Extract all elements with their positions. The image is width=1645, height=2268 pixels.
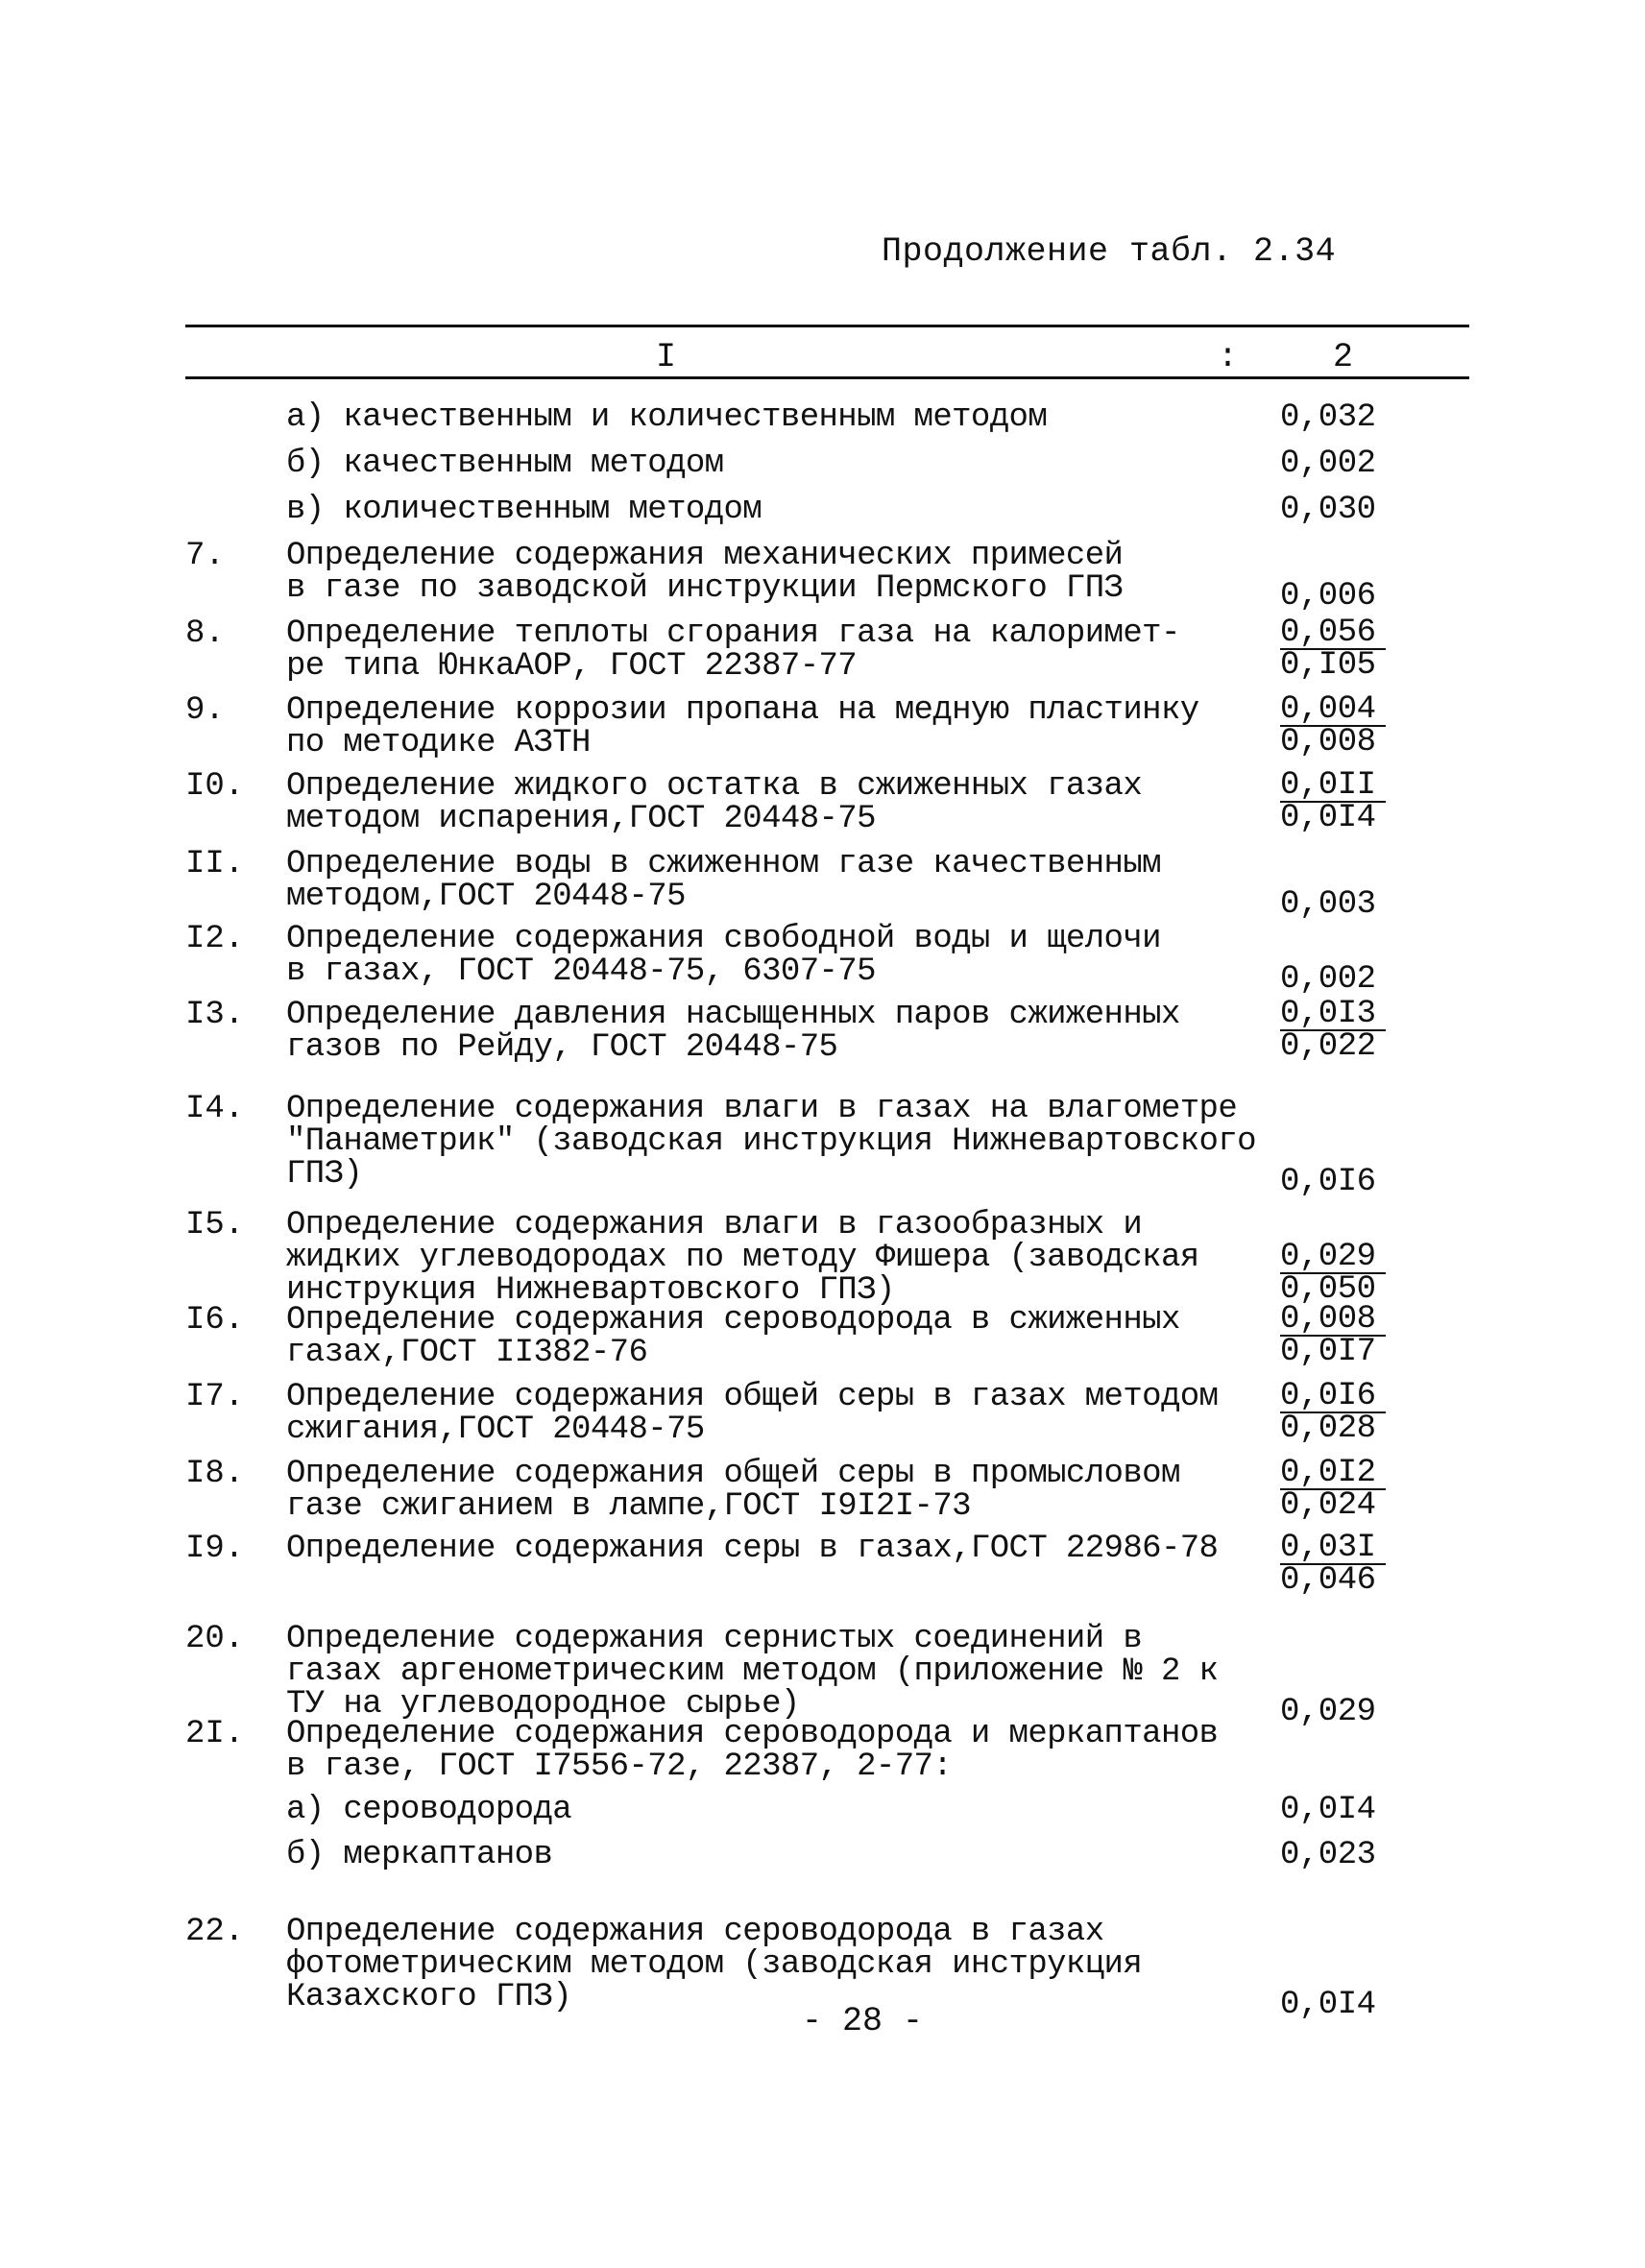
row-number: I5. [185, 1207, 245, 1243]
row-value: 0,002 [1280, 446, 1376, 482]
column-1-label: I [656, 338, 677, 376]
column-2-label: 2 [1333, 338, 1354, 376]
value-denominator: 0,I05 [1280, 647, 1376, 684]
value-numerator: 0,008 [1280, 1304, 1386, 1337]
row-description: б) меркаптанов [286, 1837, 553, 1873]
row-description: а) сероводорода [286, 1792, 572, 1828]
value-numerator: 0,03I [1280, 1532, 1386, 1565]
row-description: Определение содержания механических примесей в газе по заводской инструкции Пермского ГПЗ [286, 538, 1124, 607]
table-row [0, 1532, 1645, 1623]
table-row [0, 996, 1645, 1093]
value-numerator: 0,0II [1280, 770, 1386, 803]
column-separator: : [1218, 338, 1239, 376]
row-description: б) качественным методом [286, 446, 724, 482]
value-denominator: 0,0I4 [1280, 800, 1376, 836]
table-row [0, 1301, 1645, 1381]
table-row [0, 848, 1645, 923]
table-row [0, 691, 1645, 770]
row-number: I3. [185, 997, 245, 1033]
row-number: 22. [185, 1914, 245, 1950]
table-row [0, 1093, 1645, 1209]
row-value-fraction [1280, 996, 1386, 1065]
row-description: в) количественным методом [286, 492, 762, 528]
row-number: 20. [185, 1621, 245, 1657]
row-value: 0,0I4 [1280, 1987, 1376, 2023]
table-row [0, 617, 1645, 694]
row-description: Определение содержания сероводорода и меркаптанов в газе, ГОСТ I7556-72, 22387, 2-77: [286, 1716, 1219, 1785]
table-row [0, 1455, 1645, 1532]
table-top-rule [185, 325, 1469, 327]
row-description: Определение содержания сероводорода в сжиженных газах,ГОСТ II382-76 [286, 1302, 1180, 1371]
row-value: 0,002 [1280, 961, 1376, 998]
table-row [0, 1839, 1645, 1916]
row-number: I0. [185, 768, 245, 805]
table-row [0, 540, 1645, 617]
row-value: 0,030 [1280, 492, 1376, 528]
value-denominator: 0,028 [1280, 1411, 1376, 1447]
table-column-header [185, 338, 1469, 376]
row-value: 0,003 [1280, 886, 1376, 923]
value-numerator: 0,0I3 [1280, 999, 1386, 1031]
row-description: Определение содержания свободной воды и щелочи в газах, ГОСТ 20448-75, 6307-75 [286, 921, 1161, 990]
row-number: I7. [185, 1379, 245, 1415]
value-denominator: 0,050 [1280, 1271, 1376, 1308]
row-value-fraction [1280, 1455, 1386, 1524]
row-number: I8. [185, 1456, 245, 1492]
row-value: 0,023 [1280, 1837, 1376, 1873]
value-denominator: 0,046 [1280, 1562, 1376, 1599]
row-value: 0,032 [1280, 399, 1376, 436]
value-denominator: 0,022 [1280, 1028, 1376, 1065]
table-header-rule [185, 376, 1469, 379]
row-description: Определение содержания сероводорода в газах фотометрическим методом (заводская инструкция Казахского ГПЗ) [286, 1914, 1143, 2015]
table-row [0, 1621, 1645, 1730]
row-number: 9. [185, 692, 225, 729]
table-row [0, 1378, 1645, 1458]
row-value-fraction [1280, 691, 1386, 760]
table-row [0, 494, 1645, 540]
row-description: Определение содержания влаги в газообразных и жидких углеводородах по методу Фишера (заводская инструкция Нижневартовского ГПЗ) [286, 1207, 1199, 1309]
table-row [0, 1718, 1645, 1794]
row-description: Определение давления насыщенных паров сжиженных газов по Рейду, ГОСТ 20448-75 [286, 997, 1180, 1066]
row-number: 8. [185, 615, 225, 652]
row-value-fraction [1280, 1239, 1386, 1308]
table-row [0, 923, 1645, 999]
value-numerator: 0,029 [1280, 1242, 1386, 1274]
row-value: 0,029 [1280, 1694, 1376, 1730]
value-numerator: 0,056 [1280, 617, 1386, 650]
row-value: 0,006 [1280, 578, 1376, 615]
table-row [0, 401, 1645, 447]
row-number: 7. [185, 538, 225, 574]
value-numerator: 0,0I2 [1280, 1458, 1386, 1490]
row-number: I4. [185, 1091, 245, 1127]
row-value: 0,0I6 [1280, 1164, 1376, 1200]
table-row [0, 1207, 1645, 1309]
value-numerator: 0,0I6 [1280, 1381, 1386, 1413]
row-description: Определение содержания сернистых соединений в газах аргенометрическим методом (приложение № 2 к ТУ на углеводородное сырье) [286, 1621, 1219, 1723]
value-denominator: 0,024 [1280, 1487, 1376, 1524]
row-description: Определение жидкого остатка в сжиженных газах методом испарения,ГОСТ 20448-75 [286, 768, 1143, 837]
row-value: 0,0I4 [1280, 1792, 1376, 1828]
row-value-fraction [1280, 767, 1386, 836]
page-heading: Продолжение табл. 2.34 [882, 232, 1337, 271]
row-value-fraction [1280, 1378, 1386, 1447]
row-description: Определение содержания влаги в газах на влагометре "Панаметрик" (заводская инструкция Нижневартовского ГПЗ) [286, 1091, 1256, 1193]
row-description: Определение воды в сжиженном газе качественным методом,ГОСТ 20448-75 [286, 846, 1161, 915]
row-description: Определение содержания серы в газах,ГОСТ 22986-78 [286, 1531, 1219, 1567]
value-denominator: 0,0I7 [1280, 1334, 1376, 1370]
row-description: а) качественным и количественным методом [286, 399, 1048, 436]
value-denominator: 0,008 [1280, 724, 1376, 760]
row-number: 2I. [185, 1716, 245, 1752]
table-row [0, 1794, 1645, 1839]
row-value-fraction [1280, 1530, 1386, 1599]
row-description: Определение содержания общей серы в промысловом газе сжиганием в лампе,ГОСТ I9I2I-73 [286, 1456, 1180, 1525]
value-numerator: 0,004 [1280, 694, 1386, 727]
row-description: Определение теплоты сгорания газа на калоримет- ре типа ЮнкаАОР, ГОСТ 22387-77 [286, 615, 1180, 685]
row-number: II. [185, 846, 245, 882]
row-value-fraction [1280, 615, 1386, 684]
page-number: - 28 - [802, 2002, 924, 2040]
row-number: I6. [185, 1302, 245, 1339]
row-number: I9. [185, 1531, 245, 1567]
table-row [0, 447, 1645, 494]
table-row [0, 767, 1645, 848]
row-number: I2. [185, 921, 245, 957]
row-value-fraction [1280, 1301, 1386, 1370]
table-body [0, 401, 1645, 2026]
row-description: Определение содержания общей серы в газах методом сжигания,ГОСТ 20448-75 [286, 1379, 1219, 1448]
row-description: Определение коррозии пропана на медную пластинку по методике АЗТН [286, 692, 1199, 761]
